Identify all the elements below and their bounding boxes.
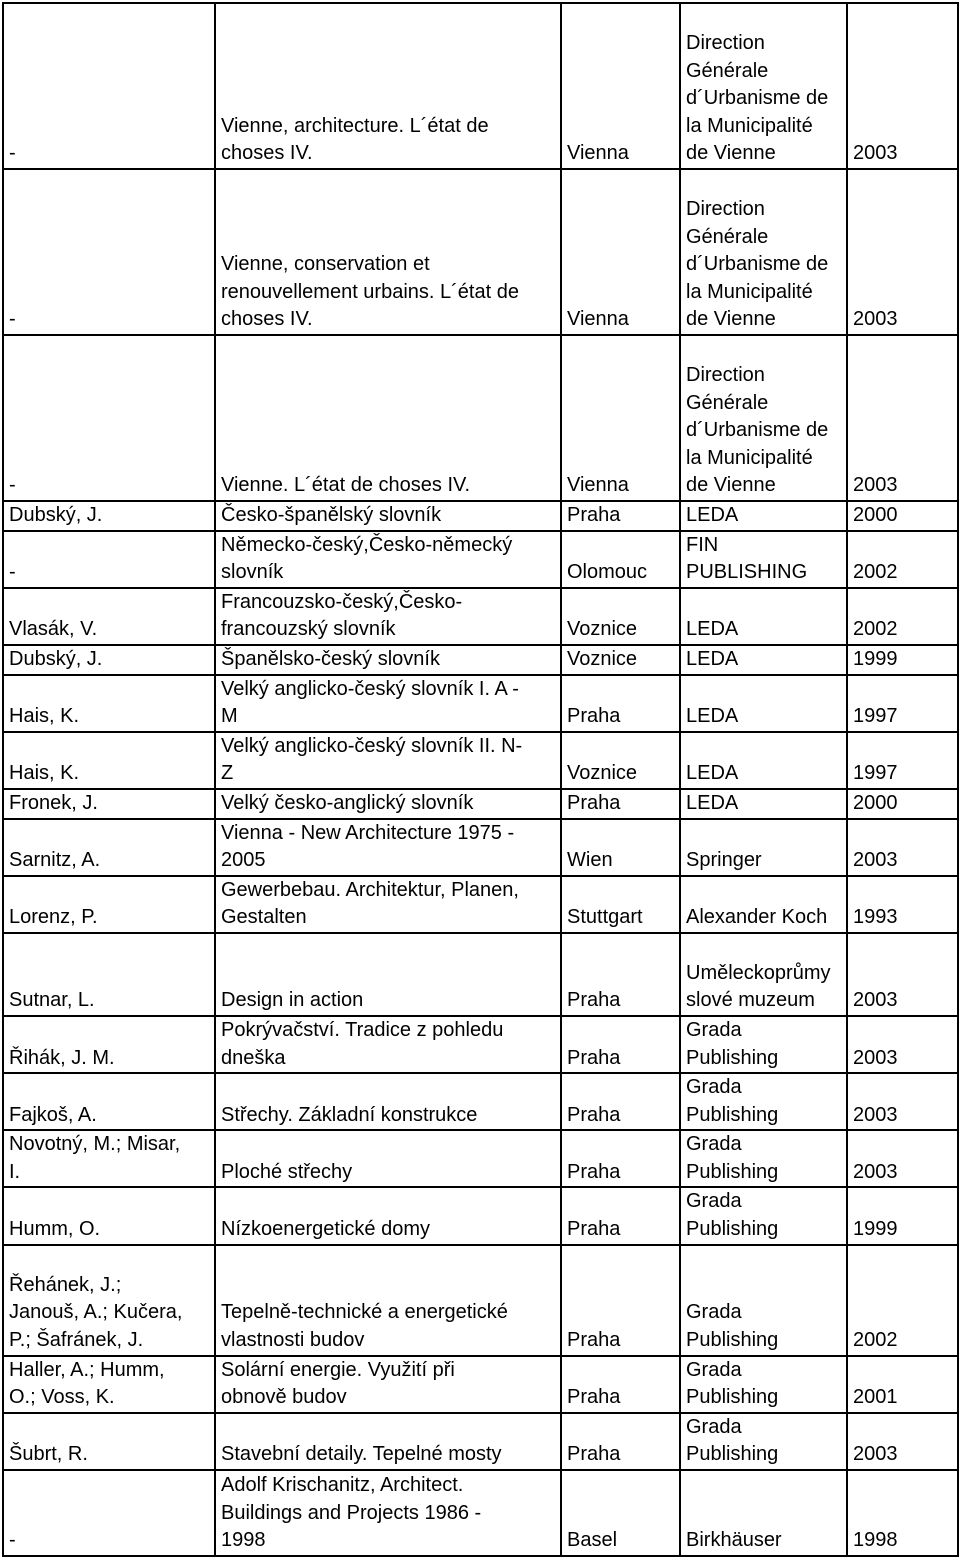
place-cell: Praha: [561, 1187, 680, 1244]
place-cell: Praha: [561, 1130, 680, 1187]
publisher-cell: FIN PUBLISHING: [680, 531, 847, 588]
bibliography-body: [3, 3, 958, 1556]
author-cell: Hais, K.: [3, 675, 215, 732]
place-cell: Praha: [561, 1073, 680, 1130]
place-cell: Wien: [561, 819, 680, 876]
place-cell: Praha: [561, 675, 680, 732]
table-row: [3, 1130, 958, 1187]
title-cell: Pokrývačství. Tradice z pohledu dneška: [215, 1016, 561, 1073]
table-row: [3, 501, 958, 531]
year-cell: 2003: [847, 169, 958, 335]
title-cell: Adolf Krischanitz, Architect. Buildings and Projects 1986 - 1998: [215, 1470, 561, 1556]
author-cell: Sarnitz, A.: [3, 819, 215, 876]
publisher-cell: Grada Publishing: [680, 1413, 847, 1470]
table-row: [3, 1413, 958, 1470]
publisher-cell: LEDA: [680, 588, 847, 645]
place-cell: Praha: [561, 933, 680, 1016]
author-cell: Lorenz, P.: [3, 876, 215, 933]
author-cell: -: [3, 1470, 215, 1556]
place-cell: Vienna: [561, 169, 680, 335]
author-cell: Fajkoš, A.: [3, 1073, 215, 1130]
place-cell: Olomouc: [561, 531, 680, 588]
publisher-cell: Grada Publishing: [680, 1073, 847, 1130]
year-cell: 2003: [847, 1413, 958, 1470]
table-row: [3, 335, 958, 501]
table-row: [3, 531, 958, 588]
place-cell: Vienna: [561, 3, 680, 169]
author-cell: -: [3, 335, 215, 501]
author-cell: Vlasák, V.: [3, 588, 215, 645]
year-cell: 2003: [847, 335, 958, 501]
place-cell: Voznice: [561, 645, 680, 675]
year-cell: 2003: [847, 1073, 958, 1130]
publisher-cell: Birkhäuser: [680, 1470, 847, 1556]
place-cell: Praha: [561, 1413, 680, 1470]
place-cell: Voznice: [561, 732, 680, 789]
publisher-cell: Grada Publishing: [680, 1016, 847, 1073]
author-cell: -: [3, 169, 215, 335]
publisher-cell: Grada Publishing: [680, 1130, 847, 1187]
table-row: [3, 876, 958, 933]
publisher-cell: LEDA: [680, 645, 847, 675]
title-cell: Solární energie. Využití při obnově budov: [215, 1356, 561, 1413]
title-cell: Design in action: [215, 933, 561, 1016]
table-row: [3, 675, 958, 732]
publisher-cell: Springer: [680, 819, 847, 876]
table-row: [3, 819, 958, 876]
place-cell: Stuttgart: [561, 876, 680, 933]
publisher-cell: Grada Publishing: [680, 1245, 847, 1356]
place-cell: Praha: [561, 501, 680, 531]
year-cell: 1997: [847, 732, 958, 789]
table-row: [3, 1245, 958, 1356]
title-cell: Vienne, architecture. L´état de choses IV.: [215, 3, 561, 169]
year-cell: 2001: [847, 1356, 958, 1413]
publisher-cell: Direction Générale d´Urbanisme de la Municipalité de Vienne: [680, 169, 847, 335]
place-cell: Praha: [561, 1356, 680, 1413]
table-row: [3, 732, 958, 789]
title-cell: Vienne. L´état de choses IV.: [215, 335, 561, 501]
author-cell: -: [3, 531, 215, 588]
year-cell: 2003: [847, 819, 958, 876]
author-cell: Řehánek, J.; Janouš, A.; Kučera, P.; Šafránek, J.: [3, 1245, 215, 1356]
year-cell: 2000: [847, 501, 958, 531]
author-cell: Dubský, J.: [3, 501, 215, 531]
author-cell: Humm, O.: [3, 1187, 215, 1244]
table-row: [3, 933, 958, 1016]
year-cell: 1999: [847, 1187, 958, 1244]
title-cell: Tepelně-technické a energetické vlastnosti budov: [215, 1245, 561, 1356]
year-cell: 1993: [847, 876, 958, 933]
table-row: [3, 1356, 958, 1413]
table-row: [3, 789, 958, 819]
author-cell: Šubrt, R.: [3, 1413, 215, 1470]
place-cell: Voznice: [561, 588, 680, 645]
author-cell: Haller, A.; Humm, O.; Voss, K.: [3, 1356, 215, 1413]
place-cell: Basel: [561, 1470, 680, 1556]
author-cell: -: [3, 3, 215, 169]
place-cell: Praha: [561, 1016, 680, 1073]
author-cell: Řihák, J. M.: [3, 1016, 215, 1073]
year-cell: 1998: [847, 1470, 958, 1556]
publisher-cell: LEDA: [680, 675, 847, 732]
publisher-cell: LEDA: [680, 732, 847, 789]
publisher-cell: Grada Publishing: [680, 1187, 847, 1244]
year-cell: 2002: [847, 588, 958, 645]
place-cell: Praha: [561, 1245, 680, 1356]
publisher-cell: Alexander Koch: [680, 876, 847, 933]
author-cell: Fronek, J.: [3, 789, 215, 819]
author-cell: Dubský, J.: [3, 645, 215, 675]
title-cell: Česko-španělský slovník: [215, 501, 561, 531]
year-cell: 2003: [847, 1016, 958, 1073]
table-row: [3, 1073, 958, 1130]
table-row: [3, 1016, 958, 1073]
publisher-cell: Grada Publishing: [680, 1356, 847, 1413]
table-row: [3, 645, 958, 675]
publisher-cell: Uměleckoprůmy slové muzeum: [680, 933, 847, 1016]
title-cell: Velký anglicko-český slovník I. A - M: [215, 675, 561, 732]
title-cell: Gewerbebau. Architektur, Planen, Gestalten: [215, 876, 561, 933]
author-cell: Novotný, M.; Misar, I.: [3, 1130, 215, 1187]
publisher-cell: LEDA: [680, 789, 847, 819]
title-cell: Stavební detaily. Tepelné mosty: [215, 1413, 561, 1470]
year-cell: 2000: [847, 789, 958, 819]
publisher-cell: LEDA: [680, 501, 847, 531]
title-cell: Velký anglicko-český slovník II. N- Z: [215, 732, 561, 789]
year-cell: 2003: [847, 933, 958, 1016]
table-row: [3, 169, 958, 335]
title-cell: Německo-český,Česko-německý slovník: [215, 531, 561, 588]
title-cell: Španělsko-český slovník: [215, 645, 561, 675]
title-cell: Vienna - New Architecture 1975 - 2005: [215, 819, 561, 876]
table-row: [3, 1187, 958, 1244]
author-cell: Sutnar, L.: [3, 933, 215, 1016]
title-cell: Velký česko-anglický slovník: [215, 789, 561, 819]
year-cell: 1999: [847, 645, 958, 675]
bibliography-table: [2, 2, 959, 1557]
table-row: [3, 588, 958, 645]
table-row: [3, 1470, 958, 1556]
publisher-cell: Direction Générale d´Urbanisme de la Municipalité de Vienne: [680, 335, 847, 501]
publisher-cell: Direction Générale d´Urbanisme de la Municipalité de Vienne: [680, 3, 847, 169]
table-row: [3, 3, 958, 169]
title-cell: Francouzsko-český,Česko- francouzský slovník: [215, 588, 561, 645]
year-cell: 2002: [847, 1245, 958, 1356]
title-cell: Vienne, conservation et renouvellement urbains. L´état de choses IV.: [215, 169, 561, 335]
year-cell: 1997: [847, 675, 958, 732]
place-cell: Vienna: [561, 335, 680, 501]
place-cell: Praha: [561, 789, 680, 819]
title-cell: Střechy. Základní konstrukce: [215, 1073, 561, 1130]
year-cell: 2003: [847, 1130, 958, 1187]
author-cell: Hais, K.: [3, 732, 215, 789]
year-cell: 2003: [847, 3, 958, 169]
title-cell: Nízkoenergetické domy: [215, 1187, 561, 1244]
year-cell: 2002: [847, 531, 958, 588]
title-cell: Ploché střechy: [215, 1130, 561, 1187]
